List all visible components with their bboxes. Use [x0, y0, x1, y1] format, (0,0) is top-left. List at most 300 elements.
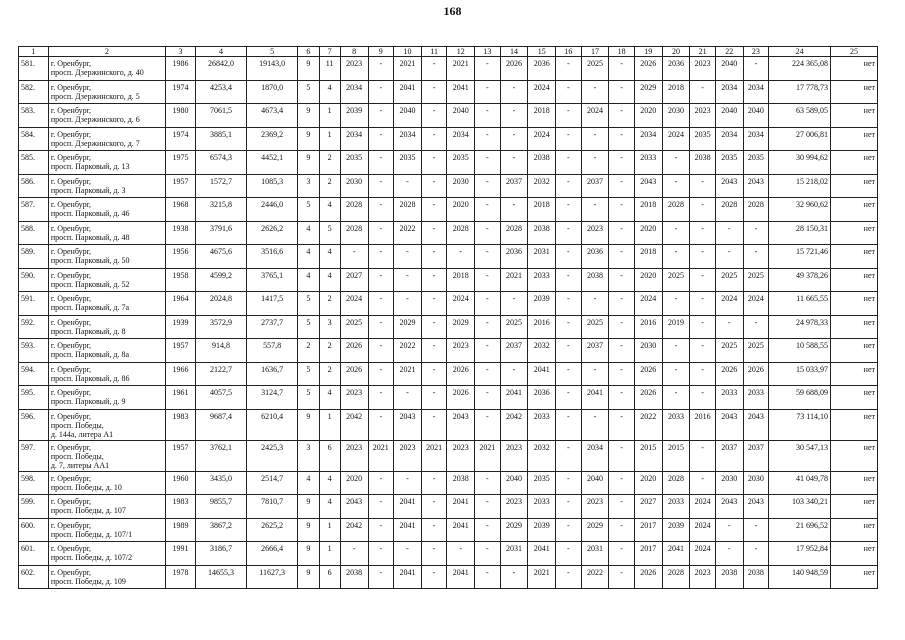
- table-cell: -: [368, 386, 394, 410]
- address-cell: г. Оренбург, просп. Победы, д. 107/1: [48, 518, 165, 542]
- table-cell: 2035: [447, 151, 475, 175]
- table-cell: 4: [319, 198, 340, 222]
- table-cell: 2027: [340, 268, 368, 292]
- table-cell: 2037: [581, 174, 609, 198]
- column-header: 19: [634, 47, 662, 57]
- flag-cell: нет: [831, 104, 878, 128]
- table-cell: 2025: [500, 315, 528, 339]
- table-cell: -: [475, 245, 501, 269]
- table-cell: 2033: [528, 409, 556, 440]
- row-number: 582.: [19, 80, 49, 104]
- table-cell: -: [368, 471, 394, 495]
- flag-cell: нет: [831, 518, 878, 542]
- table-cell: 2039: [662, 518, 690, 542]
- table-cell: 9: [298, 495, 319, 519]
- table-cell: 2017: [634, 542, 662, 566]
- table-cell: 2041: [500, 386, 528, 410]
- table-cell: 2041: [394, 495, 422, 519]
- table-cell: 2042: [500, 409, 528, 440]
- table-cell: -: [609, 362, 635, 386]
- table-cell: 2041: [394, 80, 422, 104]
- table-cell: 2666,4: [247, 542, 298, 566]
- table-cell: 9: [298, 104, 319, 128]
- row-number: 588.: [19, 221, 49, 245]
- table-cell: 2032: [528, 440, 556, 471]
- table-cell: 2043: [394, 409, 422, 440]
- table-cell: 2023: [581, 221, 609, 245]
- table-cell: 1989: [166, 518, 196, 542]
- flag-cell: нет: [831, 386, 878, 410]
- table-cell: 1991: [166, 542, 196, 566]
- table-cell: 2028: [447, 221, 475, 245]
- table-cell: 2026: [715, 362, 743, 386]
- address-cell: г. Оренбург, просп. Победы, д. 144а, литера А1: [48, 409, 165, 440]
- table-cell: -: [556, 542, 582, 566]
- cost-cell: 17 778,73: [769, 80, 831, 104]
- table-cell: 2037: [715, 440, 743, 471]
- table-cell: 2039: [340, 104, 368, 128]
- table-cell: 2022: [394, 221, 422, 245]
- flag-cell: нет: [831, 495, 878, 519]
- column-header: 5: [247, 47, 298, 57]
- flag-cell: нет: [831, 127, 878, 151]
- table-cell: 2026: [634, 57, 662, 81]
- flag-cell: нет: [831, 221, 878, 245]
- table-cell: 6: [319, 440, 340, 471]
- table-cell: 2038: [581, 268, 609, 292]
- table-cell: 3: [298, 174, 319, 198]
- table-cell: 2737,7: [247, 315, 298, 339]
- table-cell: -: [421, 151, 447, 175]
- table-cell: 2042: [340, 518, 368, 542]
- table-cell: 2018: [528, 198, 556, 222]
- table-cell: 2038: [690, 151, 716, 175]
- table-cell: 2023: [581, 495, 609, 519]
- table-cell: 5: [298, 292, 319, 316]
- table-cell: -: [500, 292, 528, 316]
- address-cell: г. Оренбург, просп. Победы, д. 10: [48, 471, 165, 495]
- table-cell: -: [394, 471, 422, 495]
- column-header: 20: [662, 47, 690, 57]
- table-cell: 2037: [581, 339, 609, 363]
- table-cell: -: [394, 268, 422, 292]
- table-cell: -: [609, 80, 635, 104]
- table-cell: -: [421, 292, 447, 316]
- column-header: 8: [340, 47, 368, 57]
- table-cell: 2026: [447, 386, 475, 410]
- table-cell: 2034: [743, 80, 769, 104]
- table-cell: 2030: [743, 471, 769, 495]
- table-cell: 2514,7: [247, 471, 298, 495]
- table-cell: 1417,5: [247, 292, 298, 316]
- table-cell: -: [421, 221, 447, 245]
- table-cell: -: [662, 174, 690, 198]
- table-row: [19, 80, 878, 104]
- table-cell: -: [500, 362, 528, 386]
- table-cell: 3765,1: [247, 268, 298, 292]
- flag-cell: нет: [831, 57, 878, 81]
- table-cell: 2043: [743, 174, 769, 198]
- column-header: 4: [195, 47, 246, 57]
- table-cell: 2446,0: [247, 198, 298, 222]
- cost-cell: 49 378,26: [769, 268, 831, 292]
- table-cell: -: [609, 127, 635, 151]
- table-cell: 2625,2: [247, 518, 298, 542]
- table-cell: -: [340, 245, 368, 269]
- table-cell: -: [500, 565, 528, 589]
- address-cell: г. Оренбург, просп. Парковый, д. 7а: [48, 292, 165, 316]
- table-cell: 2030: [340, 174, 368, 198]
- table-cell: -: [421, 518, 447, 542]
- table-cell: 3215,8: [195, 198, 246, 222]
- table-cell: -: [475, 471, 501, 495]
- table-cell: -: [743, 542, 769, 566]
- table-cell: -: [475, 292, 501, 316]
- column-header: 10: [394, 47, 422, 57]
- table-cell: -: [421, 104, 447, 128]
- column-header: 9: [368, 47, 394, 57]
- table-cell: 2025: [715, 268, 743, 292]
- table-cell: -: [447, 245, 475, 269]
- address-cell: г. Оренбург, просп. Дзержинского, д. 6: [48, 104, 165, 128]
- table-cell: 4: [298, 471, 319, 495]
- table-cell: -: [368, 518, 394, 542]
- table-cell: 2026: [340, 339, 368, 363]
- column-header: 13: [475, 47, 501, 57]
- table-cell: -: [368, 362, 394, 386]
- table-cell: -: [581, 198, 609, 222]
- table-cell: -: [556, 80, 582, 104]
- table-cell: 5: [298, 362, 319, 386]
- table-cell: -: [662, 386, 690, 410]
- cost-cell: 10 588,55: [769, 339, 831, 363]
- table-cell: -: [447, 542, 475, 566]
- table-cell: 2041: [581, 386, 609, 410]
- table-cell: 2033: [528, 268, 556, 292]
- table-cell: 2369,2: [247, 127, 298, 151]
- table-cell: 3: [298, 440, 319, 471]
- table-cell: 2026: [500, 57, 528, 81]
- table-cell: 1958: [166, 268, 196, 292]
- table-cell: -: [475, 339, 501, 363]
- table-cell: 2024: [690, 495, 716, 519]
- table-cell: -: [690, 245, 716, 269]
- table-cell: -: [421, 127, 447, 151]
- table-cell: -: [690, 80, 716, 104]
- table-cell: 9: [298, 409, 319, 440]
- table-cell: -: [421, 386, 447, 410]
- table-cell: 7061,5: [195, 104, 246, 128]
- table-cell: -: [556, 495, 582, 519]
- table-cell: -: [609, 518, 635, 542]
- table-cell: -: [743, 315, 769, 339]
- flag-cell: нет: [831, 339, 878, 363]
- table-cell: -: [421, 471, 447, 495]
- row-number: 599.: [19, 495, 49, 519]
- table-cell: 2034: [581, 440, 609, 471]
- table-cell: -: [475, 565, 501, 589]
- table-cell: 3435,0: [195, 471, 246, 495]
- address-cell: г. Оренбург, просп. Парковый, д. 8: [48, 315, 165, 339]
- table-cell: 2023: [690, 104, 716, 128]
- address-cell: г. Оренбург, просп. Победы, д. 107: [48, 495, 165, 519]
- table-cell: 2040: [447, 104, 475, 128]
- flag-cell: нет: [831, 471, 878, 495]
- table-cell: 2: [319, 174, 340, 198]
- table-cell: -: [581, 127, 609, 151]
- table-cell: -: [368, 565, 394, 589]
- table-cell: -: [500, 80, 528, 104]
- cost-cell: 140 948,59: [769, 565, 831, 589]
- column-header: 16: [556, 47, 582, 57]
- table-cell: 2024: [528, 127, 556, 151]
- table-cell: -: [368, 542, 394, 566]
- table-cell: 2038: [340, 565, 368, 589]
- table-cell: -: [475, 518, 501, 542]
- table-cell: 2043: [340, 495, 368, 519]
- table-cell: 2040: [743, 104, 769, 128]
- flag-cell: нет: [831, 80, 878, 104]
- row-number: 589.: [19, 245, 49, 269]
- table-cell: -: [556, 268, 582, 292]
- table-cell: 2028: [340, 221, 368, 245]
- table-cell: -: [421, 245, 447, 269]
- table-cell: 2043: [447, 409, 475, 440]
- table-cell: 14655,3: [195, 565, 246, 589]
- table-cell: 4: [319, 471, 340, 495]
- table-cell: -: [368, 495, 394, 519]
- table-cell: 9: [298, 151, 319, 175]
- table-cell: 2041: [394, 518, 422, 542]
- table-cell: 2028: [340, 198, 368, 222]
- table-cell: 2021: [500, 268, 528, 292]
- column-header: 22: [715, 47, 743, 57]
- table-row: [19, 174, 878, 198]
- table-cell: 2024,8: [195, 292, 246, 316]
- table-cell: -: [475, 315, 501, 339]
- column-header: 6: [298, 47, 319, 57]
- table-row: [19, 409, 878, 440]
- cost-cell: 15 218,02: [769, 174, 831, 198]
- table-cell: -: [609, 268, 635, 292]
- table-cell: 2018: [634, 245, 662, 269]
- address-cell: г. Оренбург, просп. Парковый, д. 52: [48, 268, 165, 292]
- cost-cell: 30 547,13: [769, 440, 831, 471]
- flag-cell: нет: [831, 292, 878, 316]
- table-cell: 2018: [447, 268, 475, 292]
- row-number: 601.: [19, 542, 49, 566]
- cost-cell: 21 696,52: [769, 518, 831, 542]
- table-cell: 2043: [634, 174, 662, 198]
- table-cell: -: [662, 292, 690, 316]
- row-number: 595.: [19, 386, 49, 410]
- table-cell: 3572,9: [195, 315, 246, 339]
- table-cell: 2041: [447, 518, 475, 542]
- table-cell: -: [421, 80, 447, 104]
- table-cell: 2036: [500, 245, 528, 269]
- table-cell: 2016: [690, 409, 716, 440]
- column-header: 23: [743, 47, 769, 57]
- table-cell: 2020: [634, 268, 662, 292]
- table-cell: 2029: [500, 518, 528, 542]
- table-cell: -: [690, 440, 716, 471]
- table-cell: 1960: [166, 471, 196, 495]
- table-cell: -: [368, 104, 394, 128]
- table-cell: 1: [319, 104, 340, 128]
- flag-cell: нет: [831, 245, 878, 269]
- table-cell: 9: [298, 542, 319, 566]
- table-cell: -: [421, 362, 447, 386]
- cost-cell: 103 340,21: [769, 495, 831, 519]
- table-cell: 2034: [634, 127, 662, 151]
- table-cell: 2034: [447, 127, 475, 151]
- cost-cell: 73 114,10: [769, 409, 831, 440]
- table-cell: 2021: [475, 440, 501, 471]
- table-row: [19, 245, 878, 269]
- table-cell: 2018: [662, 80, 690, 104]
- table-cell: 5: [298, 80, 319, 104]
- table-cell: 9: [298, 57, 319, 81]
- table-cell: -: [475, 362, 501, 386]
- table-cell: 1957: [166, 440, 196, 471]
- table-cell: -: [715, 518, 743, 542]
- table-cell: 2021: [394, 57, 422, 81]
- table-cell: 2034: [394, 127, 422, 151]
- table-cell: -: [368, 409, 394, 440]
- table-cell: 4: [298, 268, 319, 292]
- table-cell: -: [500, 198, 528, 222]
- table-cell: 2024: [340, 292, 368, 316]
- table-cell: 4: [319, 268, 340, 292]
- table-cell: 2041: [447, 80, 475, 104]
- table-cell: 2036: [528, 57, 556, 81]
- table-cell: 2023: [340, 386, 368, 410]
- table-cell: 2024: [690, 518, 716, 542]
- table-cell: 2023: [690, 57, 716, 81]
- table-cell: 19143,0: [247, 57, 298, 81]
- table-cell: 2024: [634, 292, 662, 316]
- table-cell: 1572,7: [195, 174, 246, 198]
- cost-cell: 32 960,62: [769, 198, 831, 222]
- table-cell: -: [690, 292, 716, 316]
- table-cell: 2036: [528, 386, 556, 410]
- table-row: [19, 362, 878, 386]
- table-cell: 2: [319, 292, 340, 316]
- table-cell: 2025: [340, 315, 368, 339]
- table-cell: 2037: [500, 174, 528, 198]
- row-number: 583.: [19, 104, 49, 128]
- table-cell: -: [475, 198, 501, 222]
- table-cell: 2026: [340, 362, 368, 386]
- table-cell: 2028: [662, 198, 690, 222]
- table-cell: -: [556, 151, 582, 175]
- table-cell: -: [581, 151, 609, 175]
- table-row: [19, 292, 878, 316]
- table-row: [19, 198, 878, 222]
- table-cell: 2021: [528, 565, 556, 589]
- table-row: [19, 57, 878, 81]
- table-cell: 3762,1: [195, 440, 246, 471]
- address-cell: г. Оренбург, просп. Парковый, д. 13: [48, 151, 165, 175]
- table-cell: 2023: [340, 57, 368, 81]
- table-cell: -: [556, 386, 582, 410]
- row-number: 597.: [19, 440, 49, 471]
- table-cell: 2021: [368, 440, 394, 471]
- table-cell: -: [394, 174, 422, 198]
- table-cell: 2026: [447, 362, 475, 386]
- table-cell: 2024: [715, 292, 743, 316]
- table-cell: -: [715, 315, 743, 339]
- table-cell: -: [690, 386, 716, 410]
- table-row: [19, 440, 878, 471]
- table-cell: -: [556, 471, 582, 495]
- table-cell: 4: [298, 221, 319, 245]
- cost-cell: 30 994,62: [769, 151, 831, 175]
- table-cell: 26842,0: [195, 57, 246, 81]
- table-row: [19, 151, 878, 175]
- table-cell: 2023: [394, 440, 422, 471]
- table-cell: 2041: [394, 565, 422, 589]
- table-cell: 1: [319, 518, 340, 542]
- table-cell: 2028: [743, 198, 769, 222]
- flag-cell: нет: [831, 174, 878, 198]
- table-cell: -: [556, 127, 582, 151]
- table-cell: 4: [298, 245, 319, 269]
- table-cell: 2042: [340, 409, 368, 440]
- table-cell: 3791,6: [195, 221, 246, 245]
- table-cell: -: [368, 339, 394, 363]
- table-cell: 2031: [528, 245, 556, 269]
- table-cell: 4057,5: [195, 386, 246, 410]
- table-cell: 4253,4: [195, 80, 246, 104]
- table-row: [19, 495, 878, 519]
- table-cell: -: [368, 292, 394, 316]
- table-cell: 2030: [634, 339, 662, 363]
- table-cell: 2034: [715, 80, 743, 104]
- table-cell: 1964: [166, 292, 196, 316]
- table-cell: 2041: [447, 495, 475, 519]
- table-cell: -: [715, 542, 743, 566]
- table-cell: 2033: [662, 495, 690, 519]
- column-header: 18: [609, 47, 635, 57]
- table-cell: 2043: [715, 174, 743, 198]
- table-cell: -: [556, 565, 582, 589]
- table-cell: 1966: [166, 362, 196, 386]
- table-cell: 2024: [690, 542, 716, 566]
- table-cell: 2032: [528, 174, 556, 198]
- table-cell: -: [475, 495, 501, 519]
- table-cell: -: [609, 495, 635, 519]
- table-cell: 2: [319, 151, 340, 175]
- table-cell: 2020: [634, 221, 662, 245]
- row-number: 585.: [19, 151, 49, 175]
- table-cell: -: [662, 362, 690, 386]
- table-cell: 2024: [528, 80, 556, 104]
- address-cell: г. Оренбург, просп. Дзержинского, д. 40: [48, 57, 165, 81]
- table-cell: -: [556, 292, 582, 316]
- table-cell: -: [609, 409, 635, 440]
- table-cell: -: [609, 542, 635, 566]
- address-cell: г. Оренбург, просп. Парковый, д. 50: [48, 245, 165, 269]
- table-cell: 2035: [690, 127, 716, 151]
- table-cell: 2024: [581, 104, 609, 128]
- table-cell: -: [421, 198, 447, 222]
- table-cell: 2028: [394, 198, 422, 222]
- table-cell: -: [475, 409, 501, 440]
- table-cell: 4: [319, 245, 340, 269]
- table-cell: -: [609, 471, 635, 495]
- table-cell: -: [609, 386, 635, 410]
